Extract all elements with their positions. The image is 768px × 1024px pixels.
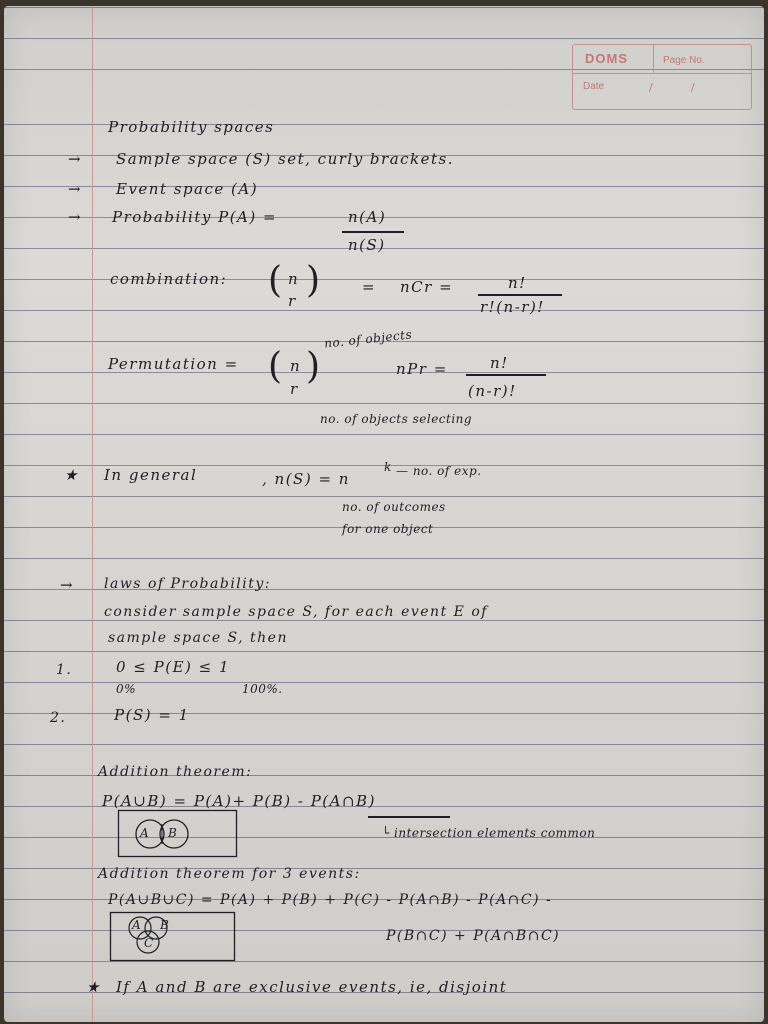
addition-formula: P(A∪B) = P(A)+ P(B) - P(A∩B) [102, 792, 376, 810]
rule-number: 1. [56, 662, 73, 678]
combination-r: r [288, 292, 297, 310]
date-label: Date [583, 81, 605, 92]
arrow-bullet: → [68, 180, 83, 198]
probability-label: Probability P(A) = [112, 208, 278, 226]
brand-logo: DOMS [585, 51, 628, 66]
section-title: Probability spaces [108, 118, 275, 136]
laws-line-2: sample space S, then [108, 630, 288, 646]
permutation-note-bottom: no. of objects selecting [320, 412, 473, 426]
rule-1-low: 0% [116, 682, 137, 696]
event-space-line: Event space (A) [116, 180, 259, 198]
permutation-numerator: n! [490, 354, 509, 372]
general-exponent-note: — no. of exp. [396, 464, 482, 478]
page-no-label: Page No. [663, 55, 705, 66]
probability-numerator: n(A) [348, 208, 387, 226]
star-bullet: ★ [64, 466, 79, 484]
venn-label-b: B [168, 826, 178, 840]
general-note-object: for one object [342, 522, 434, 536]
general-exponent: k [384, 460, 392, 474]
venn-label-a: A [140, 826, 150, 840]
exclusive-line: If A and B are exclusive events, ie, disjoint [116, 978, 508, 996]
venn3-label-c: C [144, 936, 154, 950]
permutation-note-top: no. of objects [323, 327, 413, 351]
sample-space-line: Sample space (S) set, curly brackets. [116, 150, 455, 168]
permutation-label: Permutation = [108, 355, 239, 373]
rule-number: 2. [50, 710, 67, 726]
star-bullet: ★ [86, 978, 101, 996]
addition3-line-2: P(B∩C) + P(A∩B∩C) [386, 928, 561, 944]
venn-diagram-two-sets [118, 810, 238, 858]
addition-note: └ intersection elements common [382, 826, 596, 840]
permutation-npr: nPr = [396, 360, 448, 378]
combination-numerator: n! [508, 274, 527, 292]
arrow-bullet: → [60, 576, 75, 594]
combination-n: n [288, 270, 300, 288]
addition3-title: Addition theorem for 3 events: [98, 866, 361, 882]
combination-equals: = [362, 278, 377, 296]
arrow-bullet: → [68, 208, 83, 226]
laws-title: laws of Probability: [104, 576, 271, 592]
arrow-bullet: → [68, 150, 83, 168]
margin-line [92, 6, 93, 1022]
addition3-line-1: P(A∪B∪C) = P(A) + P(B) + P(C) - P(A∩B) - P(A∩C) - [108, 892, 553, 908]
rule-1-high: 100%. [242, 682, 283, 696]
rule-1: 0 ≤ P(E) ≤ 1 [116, 658, 231, 676]
fraction-bar [478, 294, 562, 296]
venn-diagram-three-sets [110, 912, 236, 962]
fraction-bar [342, 231, 404, 233]
permutation-denominator: (n-r)! [468, 382, 517, 400]
combination-denominator: r!(n-r)! [480, 298, 545, 316]
date-separator: / [691, 81, 695, 94]
header-box [572, 44, 752, 110]
addition-title: Addition theorem: [98, 764, 253, 780]
probability-denominator: n(S) [348, 236, 386, 254]
venn3-label-a: A [132, 918, 142, 932]
permutation-r: r [290, 380, 299, 398]
fraction-bar [466, 374, 546, 376]
combination-ncr: nCr = [400, 278, 454, 296]
venn3-label-b: B [160, 918, 170, 932]
general-formula: , n(S) = n [262, 470, 350, 488]
general-note-outcomes: no. of outcomes [342, 500, 446, 514]
rule-2: P(S) = 1 [114, 706, 190, 724]
combination-label: combination: [110, 270, 228, 288]
general-label: In general [104, 466, 198, 484]
permutation-n: n [290, 357, 302, 375]
date-separator: / [649, 81, 653, 94]
laws-line-1: consider sample space S, for each event E of [104, 604, 488, 620]
